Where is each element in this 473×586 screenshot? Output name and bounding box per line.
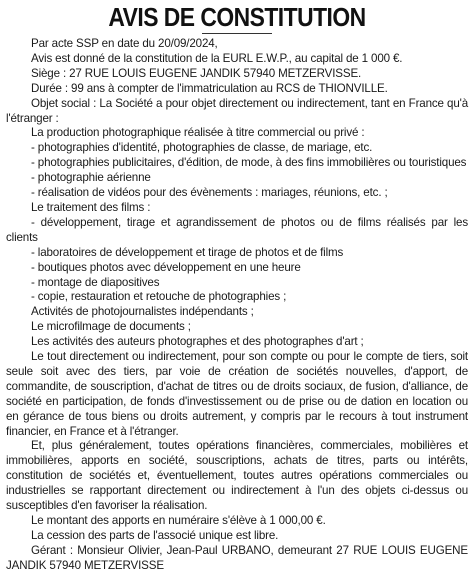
list-item-development: - développement, tirage et agrandissement de photos ou de films réalisés par les clients (6, 215, 468, 244)
paragraph-contributions: Le montant des apports en numéraire s'élève à 1 000,00 €. (31, 514, 326, 527)
paragraph-art-photographers: Les activités des auteurs photographes et des photographes d'art ; (31, 335, 364, 349)
list-item-aerial-photo: - photographie aérienne (31, 171, 151, 185)
paragraph-microfilming: Le microfilmage de documents ; (31, 320, 191, 334)
paragraph-manager: Gérant : Monsieur Olivier, Jean-Paul URBANO, demeurant 27 RUE LOUIS EUGENE JANDIK 57940 METZERVISSE (6, 543, 468, 572)
paragraph-direct-indirect: Le tout directement ou indirectement, pour son compte ou pour le compte de tiers, soit seule soit avec des tiers, par voie de création de sociétés nouvelles, d'apport, de commandite, de souscription, d'achat de titres ou de droits sociaux, de fusion, d'alliance, de société en participation, de fonds d'investissement ou de prise ou de dation en location ou en gérance de tous biens ou droits autrement, y compris par le recours à tout instrument financier, en France et à l'étranger. (6, 350, 468, 438)
list-item-photo-shops: - boutiques photos avec développement en une heure (31, 260, 301, 274)
list-item-advertising-photos: - photographies publicitaires, d'édition, de mode, à des fins immobilières ou touristiques (31, 156, 467, 170)
paragraph-act-date: Par acte SSP en date du 20/09/2024, (31, 37, 218, 50)
paragraph-corporate-purpose: Objet social : La Société a pour objet directement ou indirectement, tant en France qu'à l'étranger : (6, 96, 468, 125)
paragraph-duration: Durée : 99 ans à compter de l'immatriculation au RCS de THIONVILLE. (31, 81, 388, 95)
paragraph-film-processing: Le traitement des films : (31, 200, 151, 214)
paragraph-registered-office: Siège : 27 RUE LOUIS EUGENE JANDIK 57940 METZERVISSE. (31, 66, 362, 80)
paragraph-share-transfer: La cession des parts de l'associé unique est libre. (31, 528, 279, 542)
list-item-slides: - montage de diapositives (31, 275, 160, 289)
list-item-restoration: - copie, restauration et retouche de photographies ; (31, 290, 287, 304)
notice-title: AVIS DE CONSTITUTION (108, 2, 366, 32)
list-item-identity-photos: - photographies d'identité, photographies de classe, de mariage, etc. (31, 141, 373, 155)
notice-body (6, 37, 468, 574)
paragraph-photojournalists: Activités de photojournalistes indépendants ; (31, 305, 254, 319)
paragraph-general-operations: Et, plus généralement, toutes opérations financières, commerciales, mobilières et immobilières, apports en société, souscriptions, achats de titres, parts ou intérêts, constitution de sociétés et, éventuellement, toutes autres opérations commerciales ou industrielles se rapportant directement ou indirectement à l'un des objets ci-dessus ou susceptibles d'en favoriser la réalisation. (6, 439, 468, 513)
paragraph-photo-production: La production photographique réalisée à titre commercial ou privé : (31, 126, 365, 140)
list-item-laboratories: - laboratoires de développement et tirage de photos et de films (31, 245, 344, 259)
paragraph-constitution: Avis est donné de la constitution de la EURL E.W.P., au capital de 1 000 €. (31, 51, 403, 65)
list-item-event-videos: - réalisation de vidéos pour des évènements : mariages, réunions, etc. ; (31, 186, 388, 200)
title-divider (202, 33, 272, 34)
